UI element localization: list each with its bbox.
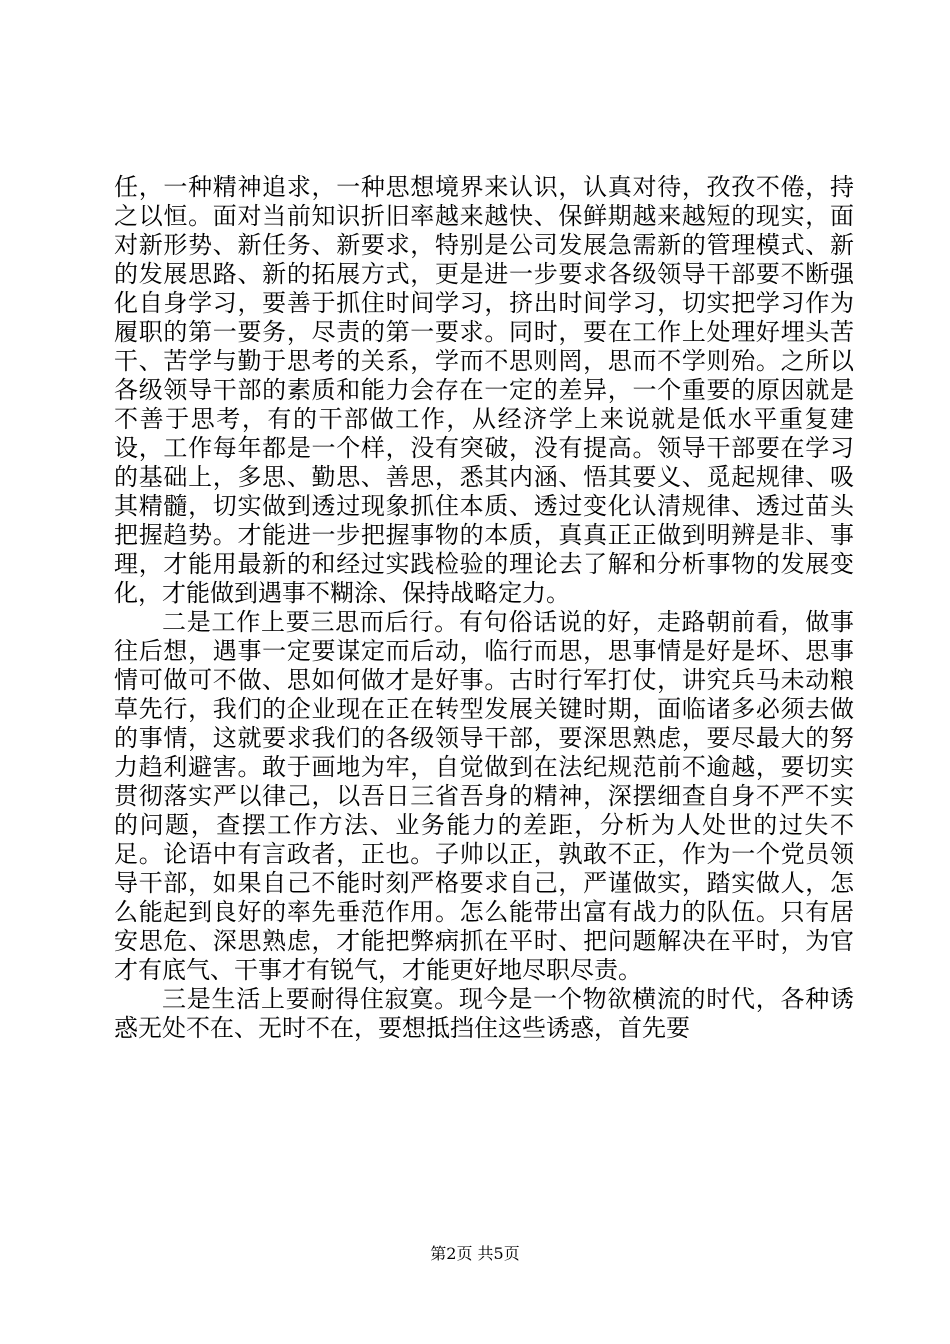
page-footer [0, 1244, 950, 1264]
page-number: 第2页 共5页 [430, 1244, 520, 1263]
paragraph-work: 二是工作上要三思而后行。有句俗话说的好，走路朝前看，做事往后想，遇事一定要谋定而后动，临行而思，思事情是好是坏、思事情可做可不做、思如何做才是好事。古时行军打仗，讲究兵马未动粮草先行，我们的企业现在正在转型发展关键时期，面临诸多必须去做的事情，这就要求我们的各级领导干部，要深思熟虑，要尽最大的努力趋利避害。敢于画地为牢，自觉做到在法纪规范前不逾越，要切实贯彻落实严以律己，以吾日三省吾身的精神，深摆细查自身不严不实的问题，查摆工作方法、业务能力的差距，分析为人处世的过失不足。论语中有言政者，正也。子帅以正，孰敢不正，作为一个党员领导干部，如果自己不能时刻严格要求自己，严谨做实，踏实做人，怎么能起到良好的率先垂范作用。怎么能带出富有战力的队伍。只有居安思危、深思熟虑，才能把弊病抓在平时、把问题解决在平时，为官才有底气、干事才有锐气，才能更好地尽职尽责。 [114, 608, 854, 984]
document-body [114, 173, 854, 1043]
paragraph-life: 三是生活上要耐得住寂寞。现今是一个物欲横流的时代，各种诱惑无处不在、无时不在，要想抵挡住这些诱惑，首先要 [114, 985, 854, 1042]
paragraph-continuation: 任，一种精神追求，一种思想境界来认识，认真对待，孜孜不倦，持之以恒。面对当前知识折旧率越来越快、保鲜期越来越短的现实，面对新形势、新任务、新要求，特别是公司发展急需新的管理模式、新的发展思路、新的拓展方式，更是进一步要求各级领导干部要不断强化自身学习，要善于抓住时间学习，挤出时间学习，切实把学习作为履职的第一要务，尽责的第一要求。同时，要在工作上处理好埋头苦干、苦学与勤于思考的关系，学而不思则罔，思而不学则殆。之所以各级领导干部的素质和能力会存在一定的差异，一个重要的原因就是不善于思考，有的干部做工作，从经济学上来说就是低水平重复建设，工作每年都是一个样，没有突破，没有提高。领导干部要在学习的基础上，多思、勤思、善思，悉其内涵、悟其要义、觅起规律、吸其精髓，切实做到透过现象抓住本质、透过变化认清规律、透过苗头把握趋势。才能进一步把握事物的本质，真真正正做到明辨是非、事理，才能用最新的和经过实践检验的理论去了解和分析事物的发展变化，才能做到遇事不糊涂、保持战略定力。 [114, 173, 854, 607]
